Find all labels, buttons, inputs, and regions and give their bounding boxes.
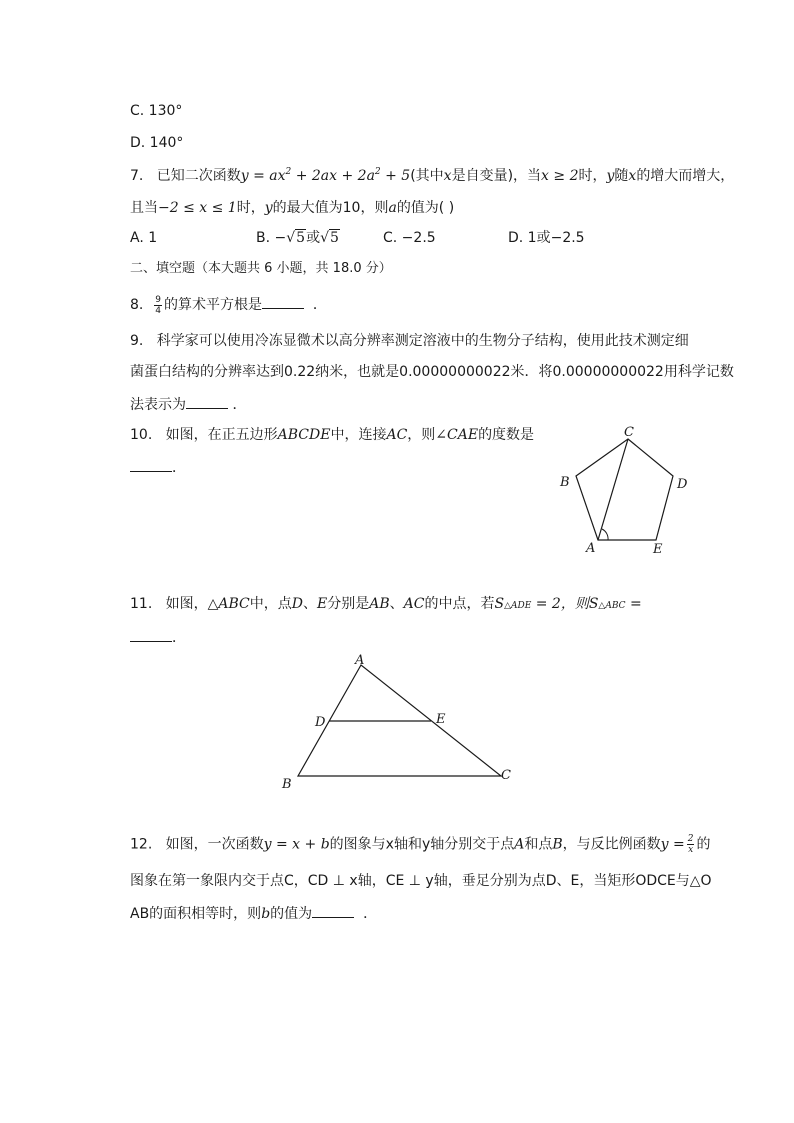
q12-text: 的值为: [270, 906, 313, 922]
q12-inverse-function: y =: [660, 836, 685, 853]
q7-option-d: D. 1或−2.5: [508, 230, 585, 246]
q7-var: a: [388, 200, 397, 216]
q7-var: x: [628, 168, 637, 184]
q12-point: A: [514, 836, 525, 853]
q7-text: (其中: [410, 168, 444, 184]
q10-stem: [130, 425, 534, 445]
answer-blank[interactable]: [262, 294, 304, 309]
radicand: 5: [330, 230, 339, 246]
q9-stem-line3: [130, 394, 246, 415]
q6-option-d: D. 140°: [130, 135, 184, 151]
q10-number: 10.: [130, 427, 153, 443]
triangle-figure: [275, 650, 520, 795]
q11-text: 中，点: [249, 596, 292, 612]
q7-text: 的最大值为10，则: [272, 200, 389, 216]
q7-var: y: [606, 168, 615, 184]
q9-stem-line2: 菌蛋白结构的分辨率达到0.22纳米，也就是0.00000000022米．将0.00000000022用科学记数: [130, 364, 734, 380]
q10-segment: AC: [386, 427, 408, 443]
q12-text: 的: [696, 836, 711, 853]
q12-text: 如图，一次函数: [165, 836, 264, 853]
q7-option-b-or: 或: [306, 230, 321, 246]
label-e: E: [653, 542, 663, 557]
q10-end: ．: [172, 460, 186, 476]
q10-text: ，则: [407, 427, 436, 443]
q12-text: 和点: [524, 836, 553, 853]
answer-blank[interactable]: [312, 903, 354, 918]
q7-var: x: [443, 168, 452, 184]
frac-num: 9: [155, 294, 161, 305]
label-e: E: [436, 712, 446, 727]
q12-number: 12.: [130, 836, 153, 853]
label-b: B: [282, 777, 292, 792]
answer-blank[interactable]: [186, 394, 228, 409]
q12-end: ．: [363, 906, 378, 922]
q7-range: −2 ≤ x ≤ 1: [158, 200, 237, 216]
q7-function: $y = ax^2 + 2ax + 2a^2 + 5$: [240, 167, 411, 184]
q7-condition: x ≥ 2: [541, 168, 579, 184]
q11-point: D: [291, 596, 303, 612]
sqrt-5: √5: [320, 230, 339, 246]
q7-text: 的值为( ): [396, 200, 455, 216]
q7-number: 7.: [130, 168, 144, 184]
fraction-9-4: [154, 295, 162, 316]
q10-angle: ∠CAE: [435, 427, 479, 443]
q10-text: 如图，在正五边形: [165, 427, 278, 443]
label-c: C: [501, 768, 511, 783]
q7-stem-line1: [130, 166, 734, 188]
q11-text: =: [625, 596, 642, 612]
q8-end: ．: [312, 297, 327, 313]
q12-point: B: [552, 836, 563, 853]
q11-triangle: △ABC: [207, 596, 250, 612]
segment-ac: [598, 439, 628, 540]
q11-area: S: [588, 596, 599, 612]
q7-text: 时，: [578, 168, 607, 184]
fraction-2-x: [687, 834, 695, 855]
q7-func-b: + 2ax + 2a: [291, 168, 375, 184]
frac-den: 4: [155, 305, 161, 316]
label-b: B: [560, 475, 570, 490]
frac-num: 2: [687, 834, 694, 844]
q7-text: 已知二次函数: [156, 168, 241, 184]
answer-blank[interactable]: [130, 627, 172, 642]
label-a: A: [355, 653, 365, 668]
q12-text: 的图象与x轴和y轴分别交于点: [329, 836, 515, 853]
q9-end: ．: [232, 397, 247, 413]
q10-polygon: ABCDE: [277, 427, 331, 443]
q7-func-a: y = ax: [240, 168, 286, 184]
q12-text: ，与反比例函数: [562, 836, 661, 853]
label-d: D: [315, 715, 326, 730]
label-d: D: [677, 477, 688, 492]
q11-point: E: [317, 596, 328, 612]
q9-number: 9.: [130, 333, 144, 349]
q11-end: ．: [172, 630, 186, 646]
pentagon-abcde: [576, 439, 673, 540]
pentagon-figure: [555, 425, 705, 560]
q12-text: AB的面积相等时，则: [130, 906, 262, 922]
q8-text: 的算术平方根是: [164, 297, 262, 313]
frac-den: x: [688, 845, 694, 855]
q11-area-sub: △ADE: [504, 601, 532, 611]
q7-stem-line2: [130, 198, 454, 218]
q11-number: 11.: [130, 596, 153, 612]
q8-stem: [130, 294, 327, 316]
q9-text: 科学家可以使用冷冻显微术以高分辨率测定溶液中的生物分子结构，使用此技术测定细: [156, 333, 689, 349]
q6-option-c: C. 130°: [130, 103, 183, 119]
q12-stem-line1: [130, 834, 710, 855]
q11-area: S: [494, 596, 505, 612]
q12-function: y = x + b: [263, 836, 330, 853]
q9-stem-line1: [130, 331, 689, 351]
q9-text: 法表示为: [130, 397, 186, 413]
q11-stem: [130, 594, 642, 616]
q12-var: b: [261, 906, 271, 922]
q11-area-sub: △ABC: [598, 601, 626, 611]
q10-text: 的度数是: [478, 427, 535, 443]
q10-answer-line: [130, 457, 186, 478]
q11-text: 如图，: [165, 596, 208, 612]
q7-option-c: C. −2.5: [383, 230, 436, 246]
q11-text: 的中点，若: [424, 596, 495, 612]
q11-text: 、: [303, 596, 317, 612]
q7-options: [130, 228, 630, 248]
q7-var: y: [264, 200, 273, 216]
sqrt-5: √5: [286, 230, 306, 246]
label-c: C: [624, 425, 634, 440]
q11-text: 、: [389, 596, 404, 612]
q7-option-a: A. 1: [130, 230, 158, 246]
q11-segment: AB: [369, 596, 390, 612]
q7-option-b: [256, 228, 340, 248]
q7-text: 是自变量)，当: [451, 168, 542, 184]
q11-answer-line: [130, 627, 186, 648]
q8-number: 8.: [130, 297, 144, 313]
label-a: A: [586, 541, 596, 556]
q11-text: = 2，则: [531, 596, 589, 612]
q7-text: 时，: [236, 200, 265, 216]
q7-func-c: + 5: [380, 168, 411, 184]
answer-blank[interactable]: [130, 457, 172, 472]
angle-cae-arc: [602, 529, 608, 540]
radicand: 5: [296, 230, 306, 246]
q11-text: 分别是: [327, 596, 370, 612]
q7-text: 随: [614, 168, 629, 184]
q11-segment: AC: [403, 596, 425, 612]
section-heading: 二、填空题（本大题共 6 小题，共 18.0 分）: [130, 261, 392, 276]
q7-text: 的增大而增大，: [636, 168, 735, 184]
q12-stem-line3: [130, 903, 377, 924]
q7-option-b-pre: B. −: [256, 230, 287, 246]
q10-text: 中，连接: [330, 427, 387, 443]
q12-stem-line2: 图象在第一象限内交于点C，CD ⊥ x轴，CE ⊥ y轴，垂足分别为点D、E，当矩形ODCE与△O: [130, 873, 712, 889]
q7-text: 且当: [130, 200, 158, 216]
